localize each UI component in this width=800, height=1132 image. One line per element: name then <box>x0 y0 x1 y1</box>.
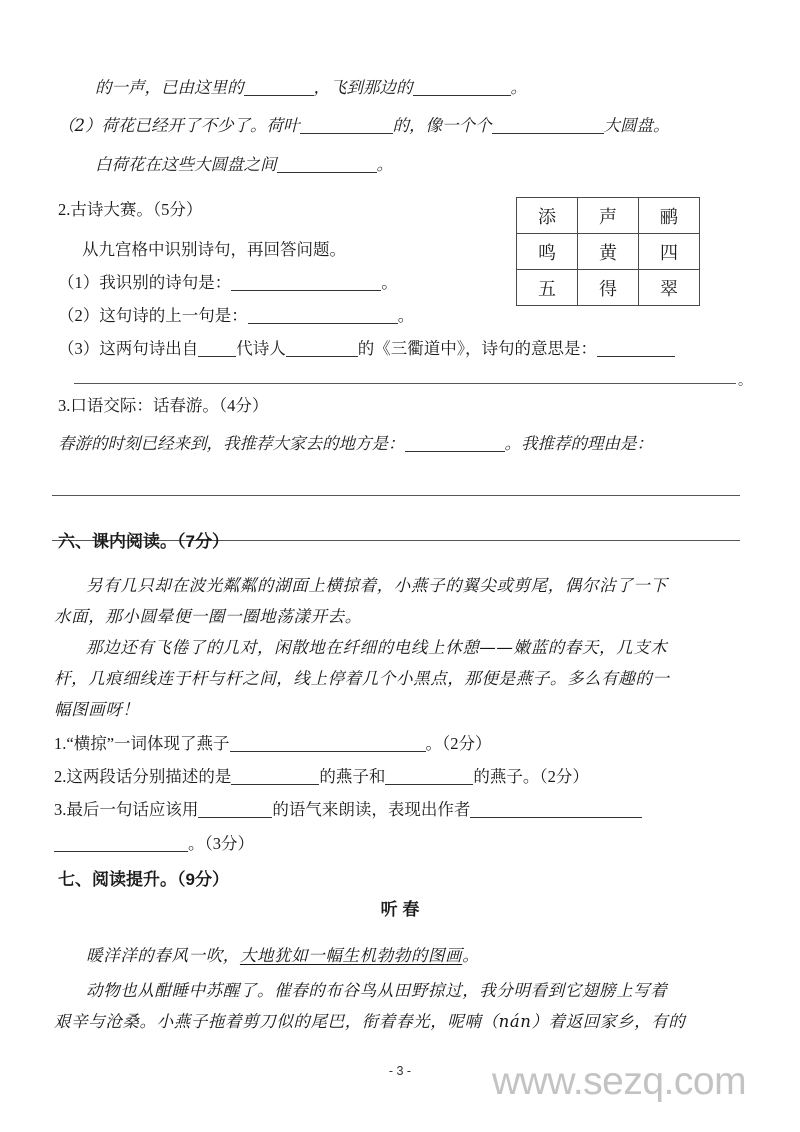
answer-blank[interactable] <box>231 275 381 291</box>
grid-cell[interactable]: 声 <box>578 198 639 234</box>
answer-blank[interactable] <box>277 157 377 173</box>
section-six-question1: 1.“横掠”一词体现了燕子 。（2分） <box>54 734 492 753</box>
answer-blank[interactable] <box>597 341 675 357</box>
paragraph-line: 另有几只却在波光粼粼的湖面上横掠着，小燕子的翼尖或剪尾，偶尔沾了一下 <box>86 576 668 595</box>
section-six-question3-line1: 3.最后一句话应该用 的语气来朗读，表现出作者 <box>54 802 642 819</box>
paragraph-line: 杆，几痕细线连于杆与杆之间，线上停着几个小黑点，那便是燕子。多么有趣的一 <box>54 669 670 688</box>
section-six-question3-line2: 。（3分） <box>54 836 254 853</box>
grid-cell[interactable]: 黄 <box>578 234 639 270</box>
answer-blank[interactable] <box>54 836 188 852</box>
nine-square-grid <box>516 197 700 306</box>
section-seven-paragraph1 <box>54 940 754 971</box>
section-six-paragraph2 <box>54 632 754 725</box>
question2-sub1: （1）我识别的诗句是： 。 <box>58 273 398 292</box>
question2-sub3-period: 。 <box>738 374 752 389</box>
question2-instruction: 从九宫格中识别诗句，再回答问题。 <box>82 240 346 259</box>
grid-cell[interactable]: 鹂 <box>639 198 700 234</box>
reading-passage-title: 听 春 <box>380 900 420 919</box>
question3-heading: 3.口语交际：话春游。（4分） <box>58 396 269 415</box>
question1-item2-line1: （2）荷花已经开了不少了。荷叶 的，像一个个 大圆盘。 <box>58 116 670 135</box>
answer-blank[interactable] <box>300 118 393 134</box>
section-six-heading: 六、课内阅读。（7分） <box>58 532 229 551</box>
paragraph-line: 艰辛与沧桑。小燕子拖着剪刀似的尾巴，衔着春光，呢喃（nán）着返回家乡，有的 <box>54 1012 686 1031</box>
answer-blank[interactable] <box>385 769 473 785</box>
answer-blank[interactable] <box>244 80 314 96</box>
answer-blank[interactable] <box>230 736 426 752</box>
answer-blank[interactable] <box>198 341 236 357</box>
paragraph-line: 动物也从酣睡中苏醒了。催春的布谷鸟从田野掠过，我分明看到它翅膀上写着 <box>86 981 668 1000</box>
answer-blank-line[interactable] <box>52 495 740 496</box>
answer-blank[interactable] <box>198 802 272 818</box>
site-watermark: www.sezq.com <box>492 1060 747 1103</box>
underlined-sentence: 大地犹如一幅生机勃勃的图画 <box>239 946 463 965</box>
answer-blank-line[interactable] <box>74 383 736 384</box>
paragraph-line: 那边还有飞倦了的几对，闲散地在纤细的电线上休憩——嫩蓝的春天，几支木 <box>86 638 668 657</box>
grid-row <box>517 198 700 234</box>
question3-prompt: 春游的时刻已经来到，我推荐大家去的地方是： 。我推荐的理由是： <box>58 434 653 453</box>
paragraph-line: 幅图画呀！ <box>54 700 140 719</box>
grid-cell[interactable]: 得 <box>578 270 639 306</box>
answer-blank[interactable] <box>286 341 358 357</box>
grid-row <box>517 270 700 306</box>
answer-blank[interactable] <box>248 308 398 324</box>
section-six-question2: 2.这两段话分别描述的是 的燕子和 的燕子。（2分） <box>54 767 589 786</box>
section-six-paragraph1 <box>54 570 754 632</box>
question1-continued-line1: 的一声，已由这里的 ，飞到那边的 。 <box>95 78 527 97</box>
answer-blank[interactable] <box>231 769 319 785</box>
grid-cell[interactable]: 添 <box>517 198 578 234</box>
section-seven-paragraph2 <box>54 975 754 1037</box>
grid-cell[interactable]: 五 <box>517 270 578 306</box>
answer-blank[interactable] <box>405 436 505 452</box>
question1-item2-line2: 白荷花在这些大圆盘之间 。 <box>95 155 393 174</box>
grid-row <box>517 234 700 270</box>
paragraph-line: 暖洋洋的春风一吹，大地犹如一幅生机勃勃的图画。 <box>86 946 480 965</box>
question2-sub2: （2）这句诗的上一句是： 。 <box>58 306 415 325</box>
question2-heading: 2.古诗大赛。（5分） <box>58 200 203 219</box>
grid-cell[interactable]: 鸣 <box>517 234 578 270</box>
section-seven-heading: 七、阅读提升。（9分） <box>58 870 229 889</box>
paragraph-line: 水面，那小圆晕便一圈一圈地荡漾开去。 <box>54 607 362 626</box>
answer-blank[interactable] <box>413 80 511 96</box>
page-number: - 3 - <box>388 1064 412 1078</box>
answer-blank[interactable] <box>470 802 642 818</box>
answer-blank[interactable] <box>492 118 604 134</box>
grid-cell[interactable]: 四 <box>639 234 700 270</box>
question2-sub3-line1: （3）这两句诗出自 代诗人 的《三衢道中》，诗句的意思是： <box>58 341 675 358</box>
grid-cell[interactable]: 翠 <box>639 270 700 306</box>
